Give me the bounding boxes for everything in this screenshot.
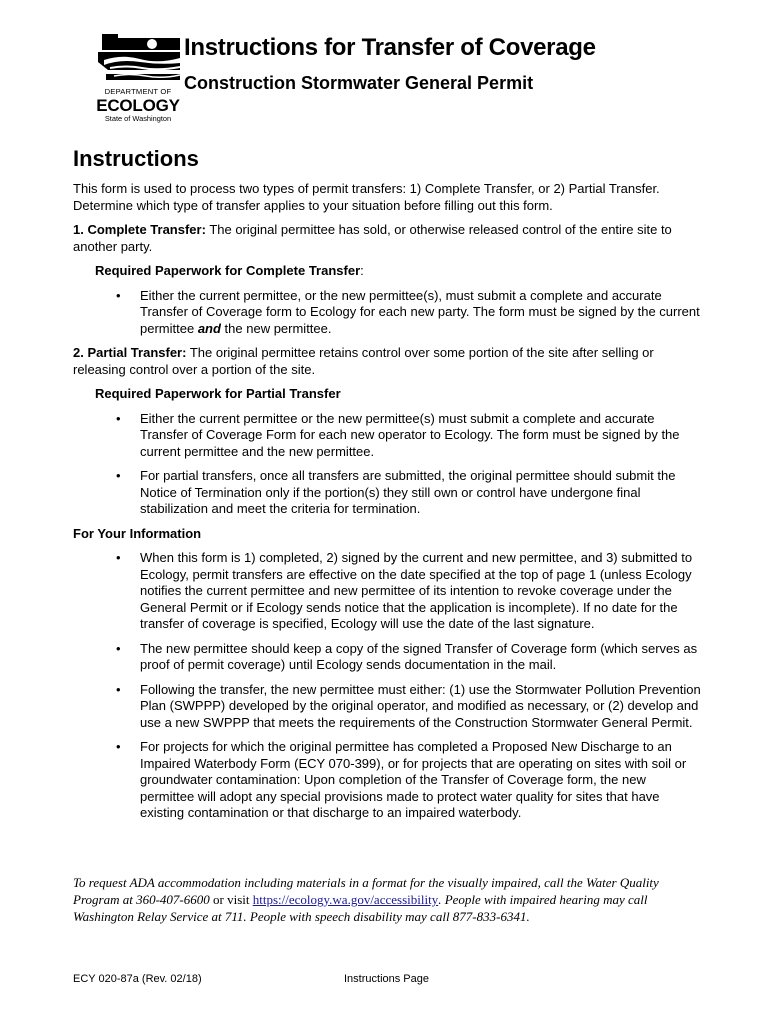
logo-agency: ECOLOGY [96, 95, 180, 115]
fyi-heading: For Your Information [73, 525, 202, 541]
ada-notice: To request ADA accommodation including materials in a format for the visually impaired, call the Water Quality Program at 360-407-6600 or visit https://ecology.wa.gov/accessibility. People with impaired hearing may call Washington Relay Service at 711. People with speech disability may call 877-833-6341. [73, 875, 659, 924]
form-id: ECY 020-87a (Rev. 02/18) [73, 973, 202, 985]
list-item: • For partial transfers, once all transfers are submitted, the original permittee should submit the Notice of Termination only if the portion(s) they still own or control have undergone final stabilization and meet the criteria for termination. [116, 468, 676, 516]
bullet-icon: • [116, 640, 121, 656]
document-subtitle: Construction Stormwater General Permit [184, 73, 534, 93]
accessibility-link[interactable]: https://ecology.wa.gov/accessibility [252, 892, 439, 907]
bullet-icon: • [116, 287, 121, 303]
list-item: • Either the current permittee or the new permittee(s) must submit a complete and accurate Transfer of Coverage Form for each new operator to Ecology. The form must be signed by the current permittee and the new permittee. [116, 410, 680, 459]
fyi-list [73, 550, 701, 822]
list-item: • The new permittee should keep a copy of the signed Transfer of Coverage form (which serves as proof of permit coverage) until Ecology sends documentation in the mail. [116, 640, 698, 672]
list-item: • Either the current permittee, or the new permittee(s), must submit a complete and accurate Transfer of Coverage form to Ecology for each new party. The form must be signed by the current permittee and the new permittee. [116, 287, 700, 336]
list-item: • When this form is 1) completed, 2) signed by the current and new permittee, and 3) submitted to Ecology, permit transfers are effective on the date specified at the top of page 1 (unless Ecology notifies the current permittee and new permittee of its intention to revoke coverage under the General Permit or if Ecology sends notice that the application is incomplete). If no date for the transfer of coverage is specified, Ecology will use the date of the last signature. [116, 550, 693, 631]
emphasis-and: and [197, 320, 221, 336]
partial-required-heading: Required Paperwork for Partial Transfer [95, 386, 341, 401]
complete-required-list [73, 288, 701, 338]
washington-state-icon [96, 32, 180, 88]
list-item: • For projects for which the original permittee has completed a Proposed New Discharge to an Impaired Waterbody Form (ECY 070-399), or for projects that are operating on sites with soil or groundwater contamination: Upon completion of the Transfer of Coverage form, the new permittee will adopt any special provisions made to protect water quality for sites that have existing contamination or that discharge to an impaired waterbody. [116, 739, 687, 820]
complete-transfer-paragraph [73, 222, 701, 255]
complete-transfer-label: 1. Complete Transfer: [73, 222, 206, 237]
logo-department: DEPARTMENT OF [104, 87, 172, 96]
bullet-icon: • [116, 468, 121, 483]
intro-paragraph: This form is used to process two types of permit transfers: 1) Complete Transfer, or 2) Partial Transfer. Determine which type of transfer applies to your situation before filling out this form. [73, 181, 660, 213]
bullet-icon: • [116, 410, 121, 426]
instructions-heading: Instructions [73, 146, 199, 171]
bullet-icon: • [116, 550, 121, 565]
partial-transfer-text: The original permittee retains control over some portion of the site after selling or releasing control over a portion of the site. [73, 345, 654, 377]
page-label: Instructions Page [344, 973, 429, 985]
bullet-icon: • [116, 739, 121, 754]
bullet-icon: • [116, 681, 121, 697]
instructions-section [73, 146, 701, 830]
partial-transfer-paragraph [73, 345, 701, 378]
complete-required-heading: Required Paperwork for Complete Transfer: [95, 263, 364, 278]
logo-state: State of Washington [104, 113, 172, 123]
document-title: Instructions for Transfer of Coverage [184, 34, 596, 61]
ecology-logo [96, 32, 180, 128]
partial-transfer-label: 2. Partial Transfer: [73, 345, 187, 360]
list-item: • Following the transfer, the new permittee must either: (1) use the Stormwater Pollution Prevention Plan (SWPPP) developed by the original operator, and modified as necessary, or (2) develop and use a new SWPPP that meets the requirements of the Construction Stormwater General Permit. [116, 681, 701, 730]
complete-transfer-text: The original permittee has sold, or otherwise released control of the entire site to another party. [73, 222, 672, 254]
partial-required-list [73, 411, 701, 518]
